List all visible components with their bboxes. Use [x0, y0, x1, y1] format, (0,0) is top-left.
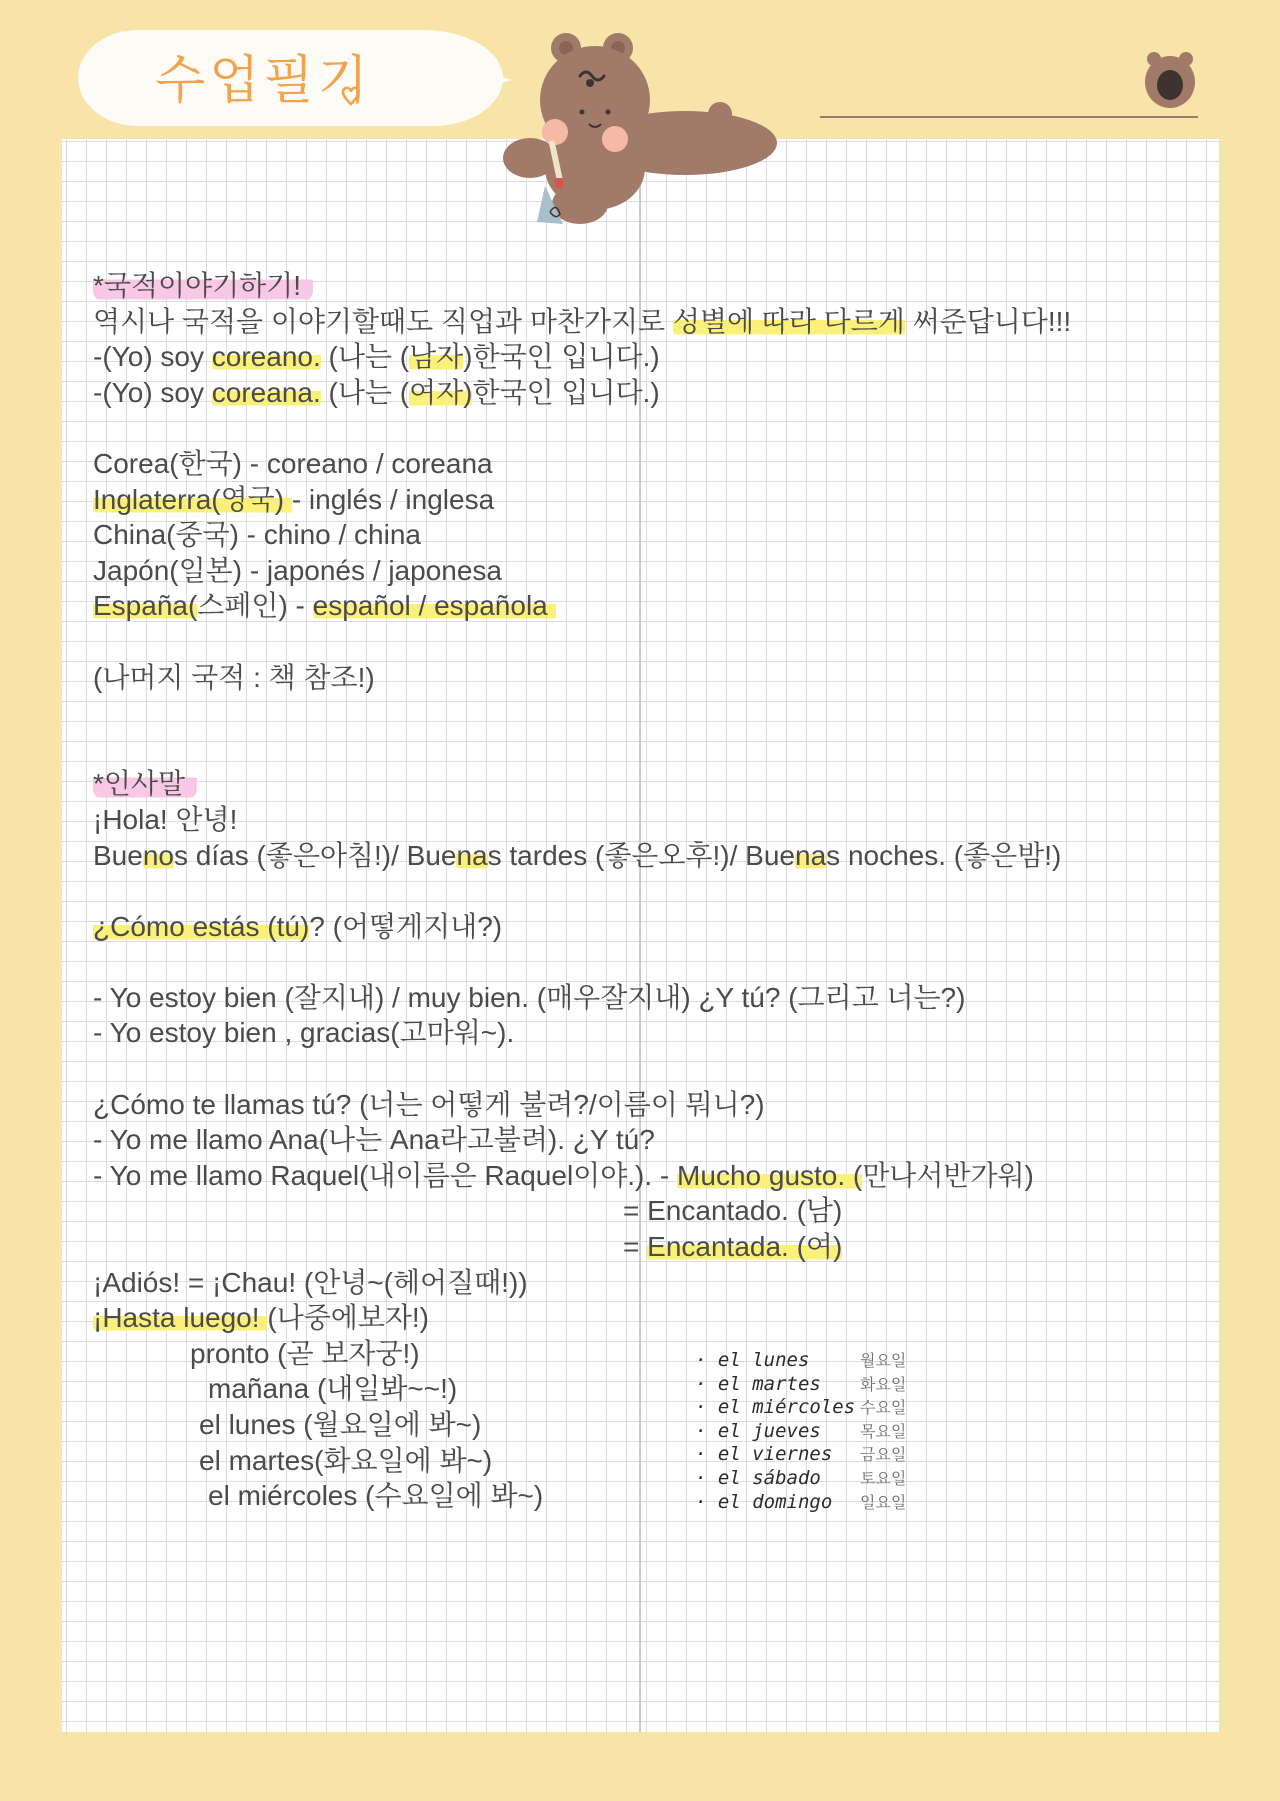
greeting-times-of-day: Buenos días (좋은아침!)/ Buenas tardes (좋은오후!)/ Buenas noches. (좋은밤!) — [93, 839, 1062, 871]
answer-1: - Yo estoy bien (잘지내) / muy bien. (매우잘지내) ¿Y tú? (그리고 너는?) — [93, 981, 966, 1013]
weekday-row: · el jueves 목요일 — [695, 1419, 907, 1442]
greeting-como-estas: ¿Cómo estás (tú)? (어떻게지내?) — [93, 910, 503, 942]
farewell-miercoles: el miércoles (수요일에 봐~) — [208, 1480, 544, 1512]
weekday-row: · el viernes 금요일 — [695, 1443, 907, 1466]
weekday-row: · el sábado 토요일 — [695, 1466, 907, 1489]
encantado-male: = Encantado. (남) — [623, 1195, 843, 1227]
page-title: 수업필기 — [155, 51, 372, 111]
farewell-martes: el martes(화요일에 봐~) — [199, 1444, 493, 1476]
answer-2: - Yo estoy bien , gracias(고마워~). — [93, 1017, 515, 1049]
greeting-hola: ¡Hola! 안녕! — [93, 803, 238, 835]
notes-body — [93, 268, 1193, 1514]
weekday-row: · el miércoles 수요일 — [695, 1396, 907, 1419]
weekday-row: · el domingo 일요일 — [695, 1490, 907, 1513]
section-heading-nationality: *국적이야기하기! — [93, 268, 1193, 304]
country-england: Inglaterra(영국) - inglés / inglesa — [93, 483, 495, 515]
farewell-lunes: el lunes (월요일에 봐~) — [199, 1409, 482, 1440]
farewell-hasta-luego: ¡Hasta luego! (나중에보자!) — [93, 1302, 429, 1334]
question-name: ¿Cómo te llamas tú? (너는 어떻게 불려?/이름이 뭐니?) — [93, 1088, 765, 1120]
encantada-female: = Encantada. (여) — [623, 1231, 843, 1263]
rest-note: (나머지 국적 : 책 참조!) — [93, 661, 375, 693]
answer-ana: - Yo me llamo Ana(나는 Ana라고불려). ¿Y tú? — [93, 1124, 655, 1156]
example-female: -(Yo) soy coreana. (나는 (여자)한국인 입니다.) — [93, 376, 660, 408]
heart-doodle-icon — [338, 82, 364, 108]
weekdays-list — [695, 1349, 955, 1514]
country-china: China(중국) - chino / china — [93, 519, 421, 551]
answer-raquel: - Yo me llamo Raquel(내이름은 Raquel이야.). - Mucho gusto. (만나서반가워) — [93, 1159, 1034, 1191]
farewell-pronto: pronto (곧 보자궁!) — [190, 1337, 420, 1369]
country-spain: España(스페인) - español / española — [93, 590, 556, 622]
farewell-adios: ¡Adiós! = ¡Chau! (안녕~(헤어질때!)) — [93, 1266, 528, 1298]
country-korea: Corea(한국) - coreano / coreana — [93, 447, 493, 479]
header-rule — [820, 116, 1198, 118]
weekday-row: · el lunes 월요일 — [695, 1349, 907, 1371]
intro-line: 역시나 국적을 이야기할때도 직업과 마찬가지로 성별에 따라 다르게 써준답니다!!! — [93, 305, 1072, 337]
example-male: -(Yo) soy coreano. (나는 (남자)한국인 입니다.) — [93, 341, 660, 373]
country-japan: Japón(일본) - japonés / japonesa — [93, 554, 502, 586]
section-heading-greetings: *인사말 — [93, 766, 1193, 802]
paw-icon — [1143, 48, 1197, 110]
bear-illustration — [500, 28, 785, 228]
weekday-row: · el martes 화요일 — [695, 1372, 907, 1395]
farewell-manana: mañana (내일봐~~!) — [208, 1373, 458, 1405]
